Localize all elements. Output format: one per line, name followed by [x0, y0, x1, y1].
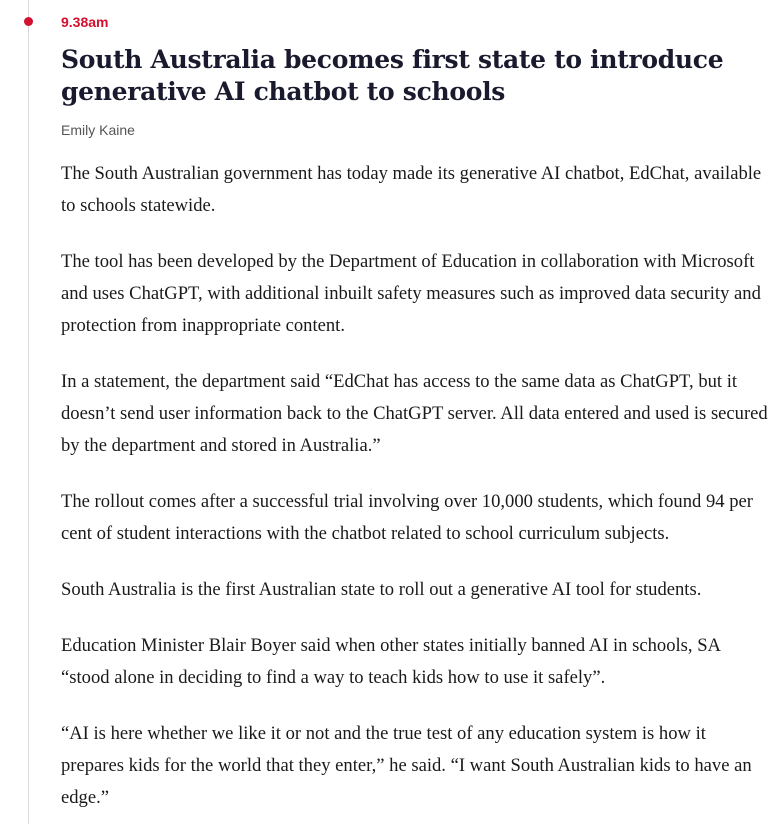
post-headline: South Australia becomes first state to introduce generative AI chatbot to schools: [61, 45, 724, 106]
body-paragraph: “AI is here whether we like it or not and the true test of any education system is how it prepares kids for the world that they enter,” he said. “I want South Australian kids to have an edge.”: [61, 723, 752, 808]
timeline-line: [28, 0, 29, 824]
post-author: Emily Kaine: [61, 122, 135, 138]
timeline-dot: [24, 17, 33, 26]
post-time: 9.38am: [61, 14, 109, 30]
body-paragraph: The tool has been developed by the Department of Education in collaboration with Microsoft and uses ChatGPT, with additional inbuilt safety measures such as improved data security and protection from inappropriate content.: [61, 251, 761, 336]
body-paragraph: South Australia is the first Australian state to roll out a generative AI tool for students.: [61, 579, 702, 600]
body-paragraph: The South Australian government has today made its generative AI chatbot, EdChat, available to schools statewide.: [61, 163, 762, 216]
body-paragraph: In a statement, the department said “EdChat has access to the same data as ChatGPT, but it doesn’t send user information back to the ChatGPT server. All data entered and used is secured by the department and stored in Australia.”: [61, 371, 768, 456]
body-paragraph: The rollout comes after a successful trial involving over 10,000 students, which found 94 per cent of student interactions with the chatbot related to school curriculum subjects.: [61, 491, 753, 544]
body-paragraph: Education Minister Blair Boyer said when other states initially banned AI in schools, SA “stood alone in deciding to find a way to teach kids how to use it safely”.: [61, 635, 720, 688]
